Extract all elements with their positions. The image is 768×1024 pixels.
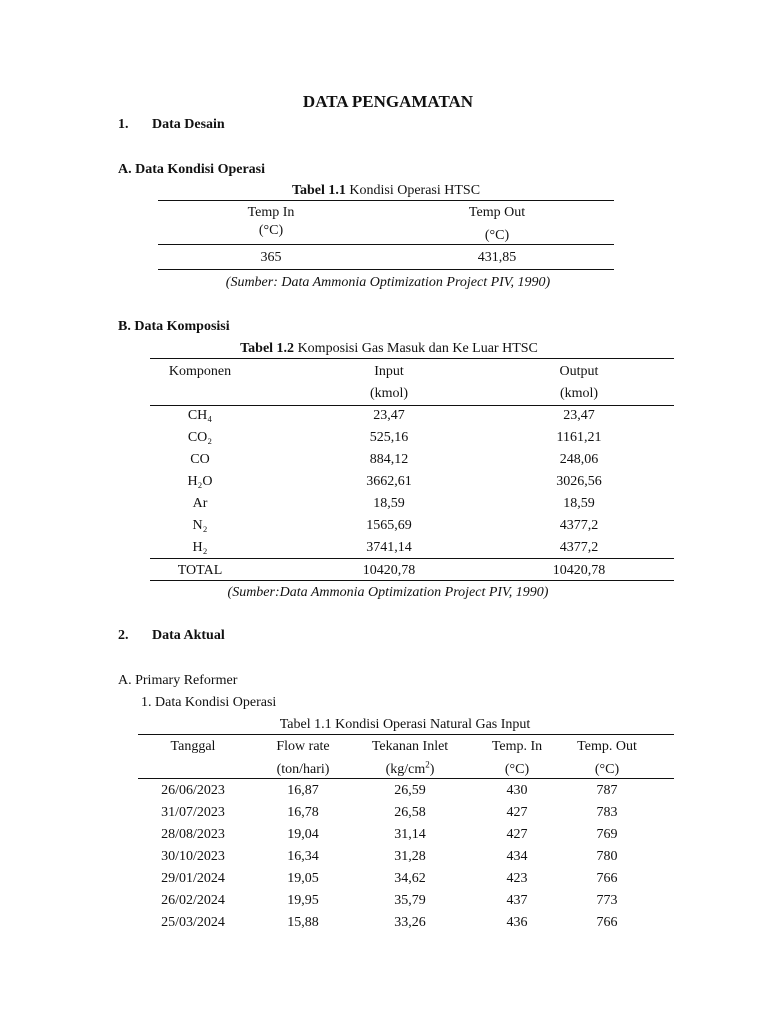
column-unit: (°C) <box>594 762 620 777</box>
table-cell: 19,95 <box>287 893 319 908</box>
table-cell: 31,14 <box>394 827 426 842</box>
unit-part: ) <box>429 762 435 777</box>
column-header: Flow rate <box>276 739 330 754</box>
table-cell: 23,47 <box>563 408 595 423</box>
component-name: H₂ <box>192 540 208 555</box>
date-cell: 25/03/2024 <box>161 915 225 930</box>
table-cell: 26,59 <box>394 783 426 798</box>
table-cell: 16,78 <box>287 805 319 820</box>
total-value: 10420,78 <box>362 563 416 578</box>
table-caption: Tabel 1.1 Kondisi Operasi Natural Gas Input <box>279 717 531 732</box>
column-unit <box>385 759 435 778</box>
column-unit: (ton/hari) <box>276 762 330 777</box>
subsection-heading: A. Data Kondisi Operasi <box>118 162 266 177</box>
table-cell: 766 <box>596 871 618 886</box>
table-cell: 19,05 <box>287 871 319 886</box>
subsection-heading: B. Data Komposisi <box>118 319 230 334</box>
date-cell: 30/10/2023 <box>161 849 225 864</box>
column-header: Temp Out <box>468 205 526 220</box>
table-cell: 434 <box>506 849 528 864</box>
component-name: CH₄ <box>187 408 213 423</box>
date-cell: 29/01/2024 <box>161 871 225 886</box>
table-cell: 15,88 <box>287 915 319 930</box>
table-cell: 3662,61 <box>366 474 412 489</box>
section-number: 2. <box>118 628 129 643</box>
table-cell: 430 <box>506 783 528 798</box>
component-name: H₂O <box>187 474 213 489</box>
table-cell: 16,34 <box>287 849 319 864</box>
table-rule <box>150 580 674 581</box>
table-cell: 365 <box>260 250 282 265</box>
table-cell: 427 <box>506 827 528 842</box>
table-caption <box>292 183 480 199</box>
table-rule <box>158 269 614 270</box>
column-unit: (kmol) <box>369 386 409 401</box>
column-header: Input <box>374 364 404 379</box>
column-header: Output <box>559 364 599 379</box>
column-unit: (kmol) <box>559 386 599 401</box>
table-cell: 35,79 <box>394 893 426 908</box>
date-cell: 28/08/2023 <box>161 827 225 842</box>
column-unit: (°C) <box>504 762 530 777</box>
table-cell: 4377,2 <box>559 540 599 555</box>
total-label: TOTAL <box>177 563 223 578</box>
date-cell: 26/06/2023 <box>161 783 225 798</box>
page-title: DATA PENGAMATAN <box>302 92 474 111</box>
table-rule <box>150 558 674 559</box>
table-cell: 18,59 <box>563 496 595 511</box>
table-source: (Sumber: Data Ammonia Optimization Project PIV, 1990) <box>225 275 551 290</box>
table-cell: 16,87 <box>287 783 319 798</box>
table-cell: 423 <box>506 871 528 886</box>
table-cell: 525,16 <box>369 430 409 445</box>
column-header: Tanggal <box>170 739 216 754</box>
section-heading: Data Desain <box>152 117 225 132</box>
subsection-heading: 1. Data Kondisi Operasi <box>141 695 277 710</box>
table-cell: 787 <box>596 783 618 798</box>
table-rule <box>138 778 674 779</box>
table-cell: 19,04 <box>287 827 319 842</box>
table-source: (Sumber:Data Ammonia Optimization Project PIV, 1990) <box>227 585 549 600</box>
table-cell: 3026,56 <box>556 474 602 489</box>
total-value: 10420,78 <box>552 563 606 578</box>
table-rule <box>150 358 674 359</box>
table-cell: 780 <box>596 849 618 864</box>
table-cell: 34,62 <box>394 871 426 886</box>
column-header: Komponen <box>168 364 232 379</box>
table-cell: 1161,21 <box>556 430 602 445</box>
column-unit: (°C) <box>258 223 284 238</box>
component-name: N₂ <box>192 518 208 533</box>
column-header: Temp In <box>247 205 295 220</box>
section-heading: Data Aktual <box>152 628 225 643</box>
caption-label: Tabel 1.2 <box>240 341 295 356</box>
section-number: 1. <box>118 117 129 132</box>
date-cell: 26/02/2024 <box>161 893 225 908</box>
table-caption <box>240 341 538 357</box>
caption-text: Kondisi Operasi HTSC <box>345 183 481 198</box>
table-cell: 23,47 <box>373 408 405 423</box>
component-name: CO₂ <box>187 430 213 445</box>
table-cell: 1565,69 <box>366 518 412 533</box>
unit-part: 2 <box>425 759 430 770</box>
component-name: CO <box>190 452 210 467</box>
table-cell: 766 <box>596 915 618 930</box>
date-cell: 31/07/2023 <box>161 805 225 820</box>
table-rule <box>158 200 614 201</box>
table-cell: 3741,14 <box>366 540 412 555</box>
column-header: Tekanan Inlet <box>371 739 449 754</box>
table-cell: 4377,2 <box>559 518 599 533</box>
component-name: Ar <box>192 496 208 511</box>
column-header: Temp. In <box>491 739 543 754</box>
table-cell: 26,58 <box>394 805 426 820</box>
table-cell: 31,28 <box>394 849 426 864</box>
column-unit: (°C) <box>484 228 510 243</box>
table-rule <box>158 244 614 245</box>
table-cell: 773 <box>596 893 618 908</box>
table-cell: 248,06 <box>559 452 599 467</box>
unit-part: (kg/cm <box>385 762 426 777</box>
table-cell: 427 <box>506 805 528 820</box>
caption-text: Komposisi Gas Masuk dan Ke Luar HTSC <box>294 341 538 356</box>
table-cell: 769 <box>596 827 618 842</box>
subsection-heading: A. Primary Reformer <box>118 673 238 688</box>
table-cell: 783 <box>596 805 618 820</box>
table-cell: 33,26 <box>394 915 426 930</box>
table-rule <box>138 734 674 735</box>
table-cell: 431,85 <box>477 250 517 265</box>
table-cell: 884,12 <box>369 452 409 467</box>
table-cell: 18,59 <box>373 496 405 511</box>
column-header: Temp. Out <box>577 739 637 754</box>
table-cell: 436 <box>506 915 528 930</box>
table-cell: 437 <box>506 893 528 908</box>
caption-label: Tabel 1.1 <box>291 183 346 198</box>
table-rule <box>150 405 674 406</box>
